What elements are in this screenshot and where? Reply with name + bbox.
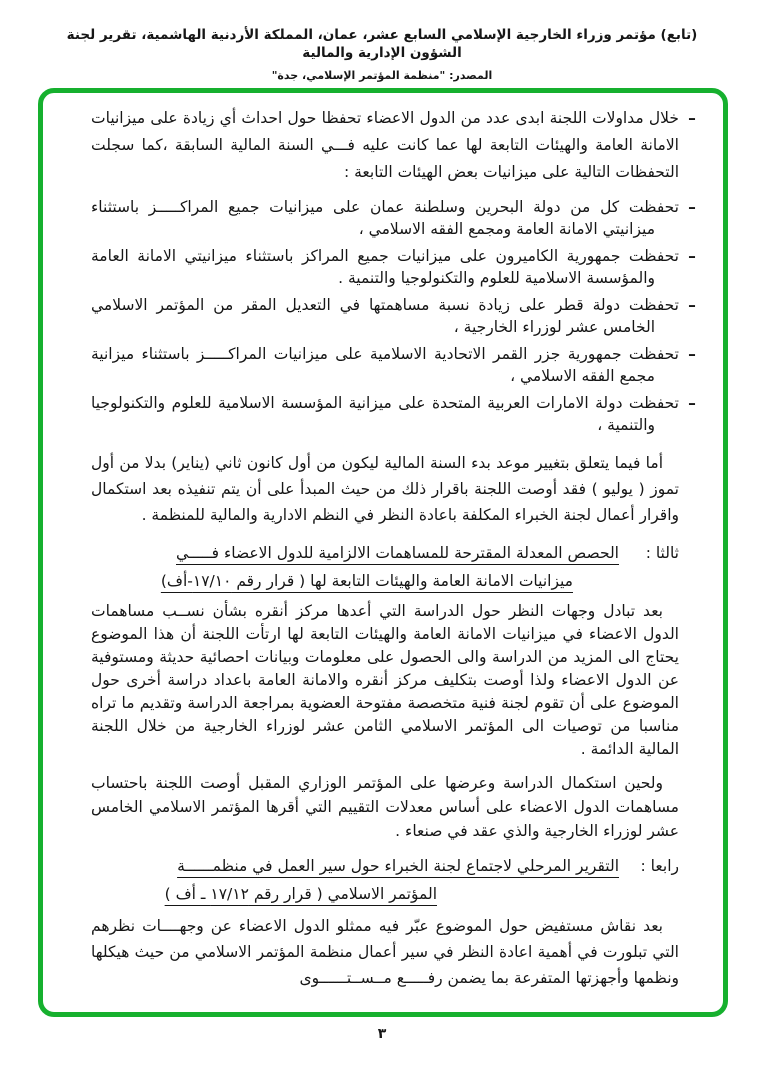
- dash-bullet-icon: –: [688, 109, 696, 127]
- intro-bullet-item: [91, 105, 705, 186]
- fiscal-year-paragraph: أما فيما يتعلق بتغيير موعد بدء السنة المالية ليكون من أول كانون ثاني (يناير) بدلا من أول تموز ( يوليو ) فقد أوصت اللجنة باقرار ذلك من حيث المبدأ على أن يتم تنفيذه بعد استكمال واقرار أعمال لجنة الخبراء المكلفة باعادة النظر في النظم الادارية والمالية للمنظمة .: [91, 454, 679, 524]
- reservation-item: [91, 343, 705, 387]
- reservation-item: [91, 196, 705, 240]
- reservation-item: [91, 294, 705, 338]
- section-three-title-line2: ميزانيات الامانة العامة والهيئات التابعة لها ( قرار رقم ١٧/١٠-أف): [160, 572, 573, 590]
- intro-bullet-text: خلال مداولات اللجنة ابدى عدد من الدول الاعضاء تحفظا حول احداث أي زيادة على ميزانيات الامانة العامة والهيئات التابعة لها عما كانت عليه فـــي السنة المالية السابقة ،كما سجلت التحفظات التالية على ميزانيات بعض الهيئات التابعة :: [91, 109, 679, 181]
- highlight-frame: [38, 88, 728, 1017]
- section-four-title-line2: المؤتمر الاسلامي ( قرار رقم ١٧/١٢ ـ أف ): [164, 885, 437, 903]
- dash-bullet-icon: –: [688, 394, 696, 412]
- page-header: [0, 0, 764, 82]
- reservation-text: تحفظت دولة قطر على زيادة نسبة مساهمتها في التعديل المقر من المؤتمر الاسلامي الخامس عشر لوزراء الخارجية ،: [91, 296, 679, 336]
- section-four-label: رابعا :: [640, 857, 679, 875]
- section-three-paragraph-1: بعد تبادل وجهات النظر حول الدراسة التي أعدها مركز أنقره بشأن نســب مساهمات الدول الاعضاء في ميزانيات الامانة العامة والهيئات التابعة لها ارتأت اللجنة أن هذا الموضوع يحتاج الى المزيد من الدراسة والى الحصول على معلومات وبيانات احصائية حديثة ومستوفية عن الدول الاعضاء ولذا أوصت بتكليف مركز أنقره والامانة العامة باعداد دراسة أخرى حول الموضوع على أن تقوم لجنة فنية متخصصة مفتوحة العضوية بمراجعة الدراسة وتقديم ما تراه مناسبا من توصيات الى المؤتمر الاسلامي الثامن عشر لوزراء الخارجية من خلال اللجنة المالية الدائمة .: [91, 602, 679, 758]
- reservation-text: تحفظت جمهورية جزر القمر الاتحادية الاسلامية على ميزانيات المراكـــــز باستثناء ميزانية مجمع الفقه الاسلامي ،: [91, 345, 679, 385]
- reservation-item: [91, 392, 705, 436]
- dash-bullet-icon: –: [688, 345, 696, 363]
- reservation-text: تحفظت دولة الامارات العربية المتحدة على ميزانية المؤسسة الاسلامية للعلوم والتكنولوجيا والتنمية ،: [91, 394, 679, 434]
- reservation-item: [91, 245, 705, 289]
- reservations-list: [91, 196, 696, 436]
- section-three-heading: [91, 539, 679, 595]
- section-three-paragraph-2: ولحين استكمال الدراسة وعرضها على المؤتمر الوزاري المقبل أوصت اللجنة باحتساب مساهمات الدول الاعضاء على أساس معدلات التقييم التي أقرها المؤتمر الاسلامي الخامس عشر لوزراء الخارجية والذي عقد في صنعاء .: [91, 774, 679, 840]
- section-four-title: [91, 852, 619, 908]
- reservation-text: تحفظت كل من دولة البحرين وسلطنة عمان على ميزانيات جميع المراكـــــز باستثناء ميزانيتي الامانة العامة ومجمع الفقه الاسلامي ،: [91, 198, 679, 238]
- section-four-heading: [91, 852, 679, 908]
- page-number: ٣: [377, 1026, 387, 1042]
- section-three-title: [91, 539, 619, 595]
- dash-bullet-icon: –: [688, 198, 696, 216]
- document-source: المصدر: "منظمة المؤتمر الإسلامي، جدة": [271, 69, 493, 82]
- section-three-label: ثالثا :: [645, 544, 679, 562]
- dash-bullet-icon: –: [688, 247, 696, 265]
- document-body: [43, 93, 723, 991]
- reservation-text: تحفظت جمهورية الكاميرون على ميزانيات جميع المراكز باستثناء ميزانيتي الامانة العامة والمؤسسة الاسلامية للعلوم والتكنولوجيا والتنمية .: [91, 247, 679, 287]
- section-four-paragraph-1: بعد نقاش مستفيض حول الموضوع عبّر فيه ممثلو الدول الاعضاء عن وجهــــات نظرهم التي تبلورت في أهمية اعادة النظر في سير أعمال منظمة المؤتمر الاسلامي من حيث هيكلها ونظمها وأجهزتها المتفرعة بما يضمن رفـــــع مــســتــــــوى: [91, 917, 679, 987]
- document-title: (تابع) مؤتمر وزراء الخارجية الإسلامي السابع عشر، عمان، المملكة الأردنية الهاشمية، تقرير لجنة الشؤون الإدارية والمالية: [66, 27, 698, 61]
- section-three-title-line1: الحصص المعدلة المقترحة للمساهمات الالزامية للدول الاعضاء فـــــي: [176, 544, 619, 562]
- dash-bullet-icon: –: [688, 296, 696, 314]
- section-four-title-line1: التقرير المرحلي لاجتماع لجنة الخبراء حول سير العمل في منظمــــــة: [177, 857, 619, 875]
